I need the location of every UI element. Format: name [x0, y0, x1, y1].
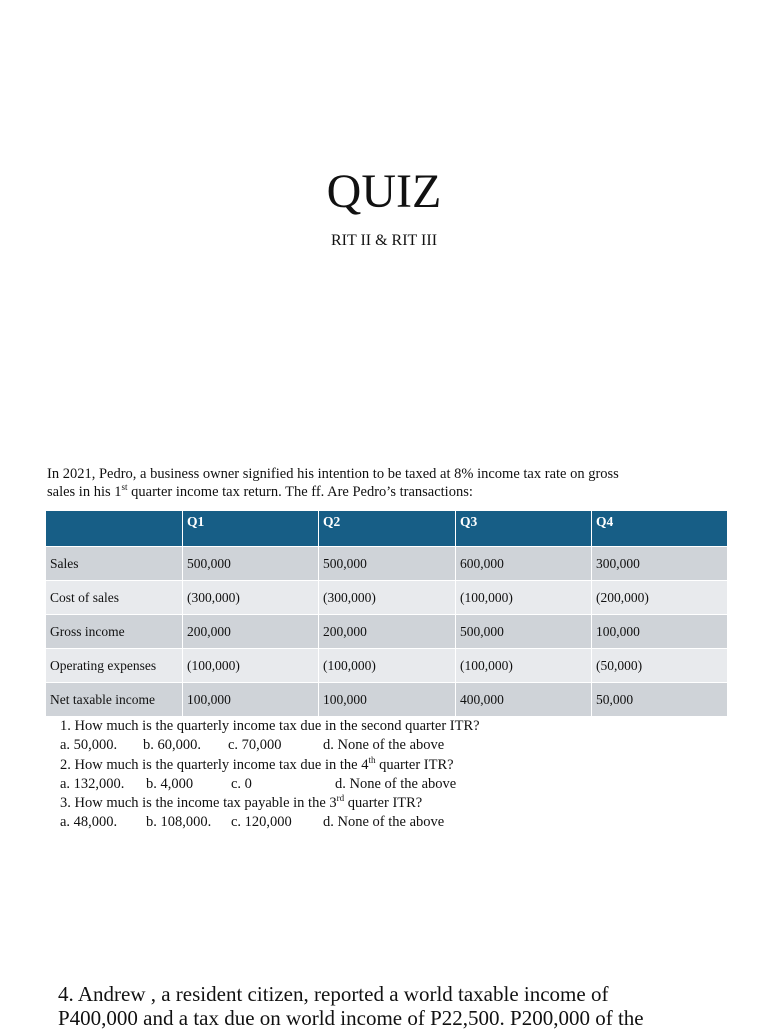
table-cell: 400,000	[456, 683, 592, 717]
question-3-options	[60, 813, 720, 832]
quiz-subtitle: RIT II & RIT III	[330, 232, 438, 249]
question-3	[60, 794, 720, 813]
table-cell: 200,000	[319, 615, 456, 649]
question-1-text: 1. How much is the quarterly income tax due in the second quarter ITR?	[60, 718, 480, 734]
table-cell: 50,000	[592, 683, 728, 717]
option-a: a. 50,000.	[60, 737, 118, 754]
table-row	[46, 649, 728, 683]
table-cell: 500,000	[319, 547, 456, 581]
table-cell: Operating expenses	[46, 649, 183, 683]
question-3-text: 3. How much is the income tax payable in the 3	[60, 795, 337, 812]
table-row	[46, 547, 728, 581]
question-2-text-rest: quarter ITR?	[375, 756, 454, 773]
option-b: b. 4,000	[146, 775, 194, 792]
question-4-line-1: 4. Andrew , a resident citizen, reported a world taxable income of	[58, 982, 609, 1006]
next-problem-slide	[0, 960, 768, 1030]
table-cell: 100,000	[183, 683, 319, 717]
option-a: a. 132,000.	[60, 775, 125, 792]
table-cell: (200,000)	[592, 581, 728, 615]
intro-line-2	[47, 481, 727, 502]
table-cell: 200,000	[183, 615, 319, 649]
problem-intro	[47, 466, 727, 501]
intro-line-1: In 2021, Pedro, a business owner signified his intention to be taxed at 8% income tax rate on gross	[47, 466, 619, 482]
intro-ordinal-sup: st	[121, 481, 128, 492]
option-d: d. None of the above	[323, 814, 445, 831]
option-d: d. None of the above	[323, 737, 445, 754]
question-3-text-rest: quarter ITR?	[344, 795, 423, 812]
table-cell: (50,000)	[592, 649, 728, 683]
table-row	[46, 581, 728, 615]
table-cell: Cost of sales	[46, 581, 183, 615]
table-cell: (100,000)	[319, 649, 456, 683]
question-4-line-2: P400,000 and a tax due on world income of P22,500. P200,000 of the	[58, 1006, 644, 1030]
question-2	[60, 756, 720, 775]
table-cell: Gross income	[46, 615, 183, 649]
table-cell: 600,000	[456, 547, 592, 581]
table-row	[46, 683, 728, 717]
question-1-options	[60, 736, 720, 755]
question-2-ordinal-sup: th	[368, 754, 376, 765]
table-cell: 500,000	[183, 547, 319, 581]
option-b: b. 60,000.	[143, 737, 201, 754]
table-cell: (100,000)	[183, 649, 319, 683]
title-slide	[0, 0, 768, 440]
table-cell: 300,000	[592, 547, 728, 581]
table-cell: Sales	[46, 547, 183, 581]
intro-line-2-text: sales in his 1	[47, 483, 122, 500]
table-cell: (300,000)	[183, 581, 319, 615]
transactions-table	[45, 510, 728, 717]
table-header-row	[46, 511, 728, 547]
option-c: c. 120,000	[231, 814, 292, 831]
table-cell: (100,000)	[456, 649, 592, 683]
question-1	[60, 717, 720, 736]
problem-slide	[0, 440, 768, 960]
option-d: d. None of the above	[335, 775, 457, 792]
question-list	[60, 717, 720, 833]
table-header-cell: Q4	[592, 511, 728, 547]
table-cell: 100,000	[319, 683, 456, 717]
table-row	[46, 615, 728, 649]
question-2-options	[60, 775, 720, 794]
question-4-text	[58, 982, 718, 1030]
table-cell: (300,000)	[319, 581, 456, 615]
quiz-title: QUIZ	[326, 165, 442, 218]
option-a: a. 48,000.	[60, 814, 118, 831]
option-c: c. 0	[231, 775, 252, 792]
question-2-text: 2. How much is the quarterly income tax due in the 4	[60, 756, 369, 773]
question-3-ordinal-sup: rd	[336, 793, 345, 804]
table-cell: 100,000	[592, 615, 728, 649]
table-header-cell: Q3	[456, 511, 592, 547]
table-cell: (100,000)	[456, 581, 592, 615]
table-header-cell: Q1	[183, 511, 319, 547]
option-c: c. 70,000	[228, 737, 282, 754]
table-cell: 500,000	[456, 615, 592, 649]
table-cell: Net taxable income	[46, 683, 183, 717]
intro-line-2-rest: quarter income tax return. The ff. Are Pedro’s transactions:	[127, 483, 473, 500]
option-b: b. 108,000.	[146, 814, 212, 831]
table-header-cell: Q2	[319, 511, 456, 547]
table-header-cell	[46, 511, 183, 547]
